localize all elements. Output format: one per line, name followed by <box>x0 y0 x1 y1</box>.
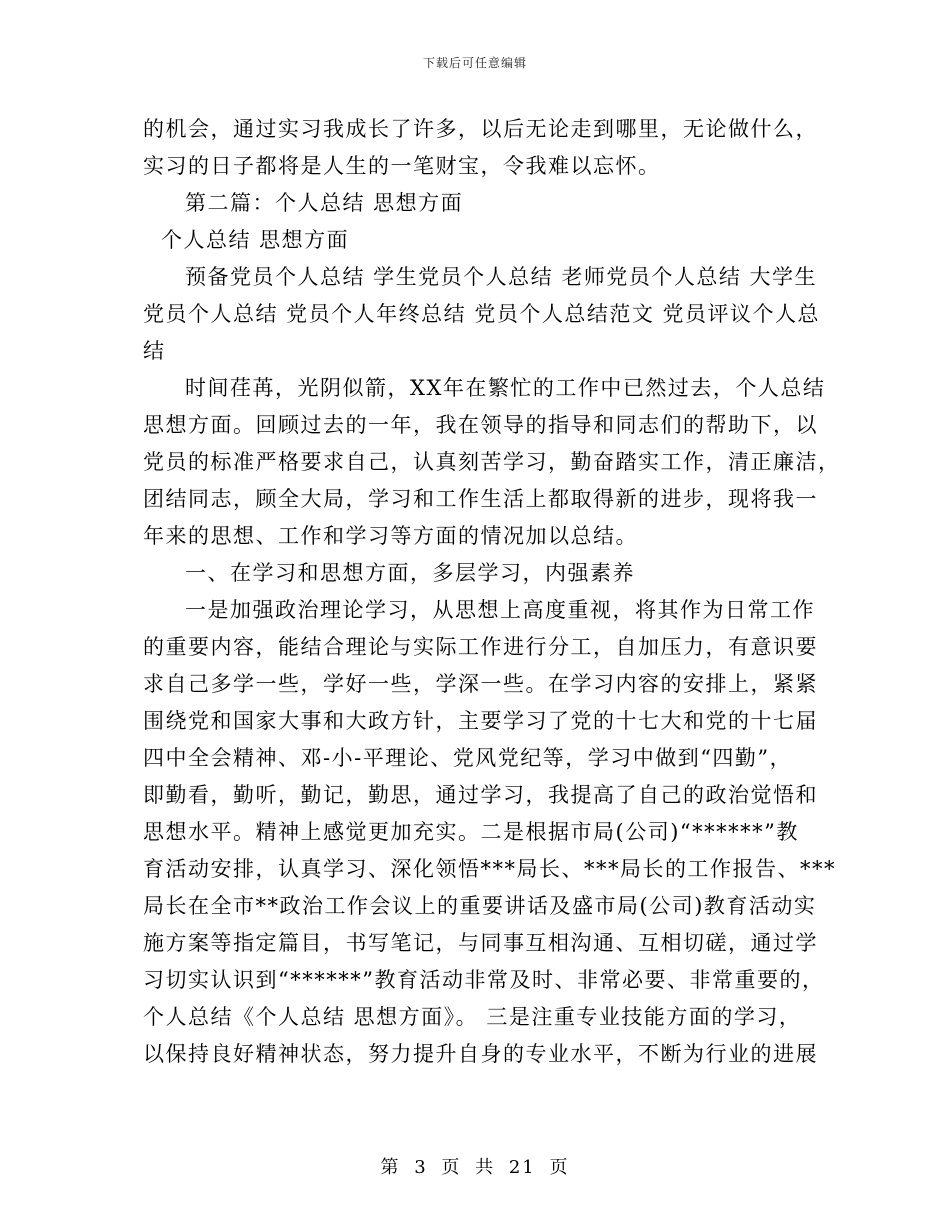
text-line: 第二篇：个人总结 思想方面 <box>185 191 464 215</box>
text-line: 团结同志，顾全大局，学习和工作生活上都取得新的进步，现将我一 <box>143 487 818 511</box>
text-line: 思想方面。回顾过去的一年，我在领导的指导和同志们的帮助下，以 <box>143 413 818 437</box>
page-number: 第 3 页 共 21 页 <box>380 1157 570 1178</box>
text-line: 思想水平。精神上感觉更加充实。二是根据市局(公司)“******”教 <box>143 820 799 844</box>
text-line: 个人总结 思想方面 <box>161 228 350 252</box>
text-line: 围绕党和国家大事和大政方针，主要学习了党的十七大和党的十七届 <box>143 709 818 733</box>
text-line: 育活动安排，认真学习、深化领悟***局长、***局长的工作报告、*** <box>143 857 836 881</box>
text-line: 的机会，通过实习我成长了许多，以后无论走到哪里，无论做什么， <box>143 117 818 141</box>
text-line: 实习的日子都将是人生的一笔财宝，令我难以忘怀。 <box>143 154 661 178</box>
text-line: 时间荏苒，光阴似箭，XX年在繁忙的工作中已然过去，个人总结 <box>185 376 826 400</box>
document-body <box>143 111 841 1073</box>
text-line: 施方案等指定篇目，书写笔记，与同事互相沟通、互相切磋，通过学 <box>143 931 818 955</box>
text-line: 的重要内容，能结合理论与实际工作进行分工，自加压力，有意识要 <box>143 635 818 659</box>
page-header: 下载后可任意编辑 <box>422 56 527 70</box>
text-line: 个人总结《个人总结 思想方面》。 三是注重专业技能方面的学习， <box>143 1005 802 1029</box>
text-line: 习切实认识到“******”教育活动非常及时、非常必要、非常重要的， <box>143 968 825 992</box>
text-line: 以保持良好精神状态，努力提升自身的专业水平，不断为行业的进展 <box>143 1042 818 1066</box>
text-line: 预备党员个人总结 学生党员个人总结 老师党员个人总结 大学生 <box>185 265 818 289</box>
text-line: 一、在学习和思想方面，多层学习，内强素养 <box>185 561 635 585</box>
text-line: 党员个人总结 党员个人年终总结 党员个人总结范文 党员评议个人总 <box>143 302 821 326</box>
text-line: 即勤看，勤听，勤记，勤思，通过学习，我提高了自己的政治觉悟和 <box>143 783 818 807</box>
text-line: 结 <box>143 339 166 363</box>
text-line: 求自己多学一些，学好一些，学深一些。在学习内容的安排上，紧紧 <box>143 672 818 696</box>
text-line: 年来的思想、工作和学习等方面的情况加以总结。 <box>143 524 638 548</box>
text-line: 党员的标准严格要求自己，认真刻苦学习，勤奋踏实工作，清正廉洁， <box>143 450 841 474</box>
text-line: 四中全会精神、邓-小-平理论、党风党纪等，学习中做到“四勤”， <box>143 746 793 770</box>
text-line: 一是加强政治理论学习，从思想上高度重视，将其作为日常工作 <box>185 598 815 622</box>
text-line: 局长在全市**政治工作会议上的重要讲话及盛市局(公司)教育活动实 <box>143 894 817 918</box>
